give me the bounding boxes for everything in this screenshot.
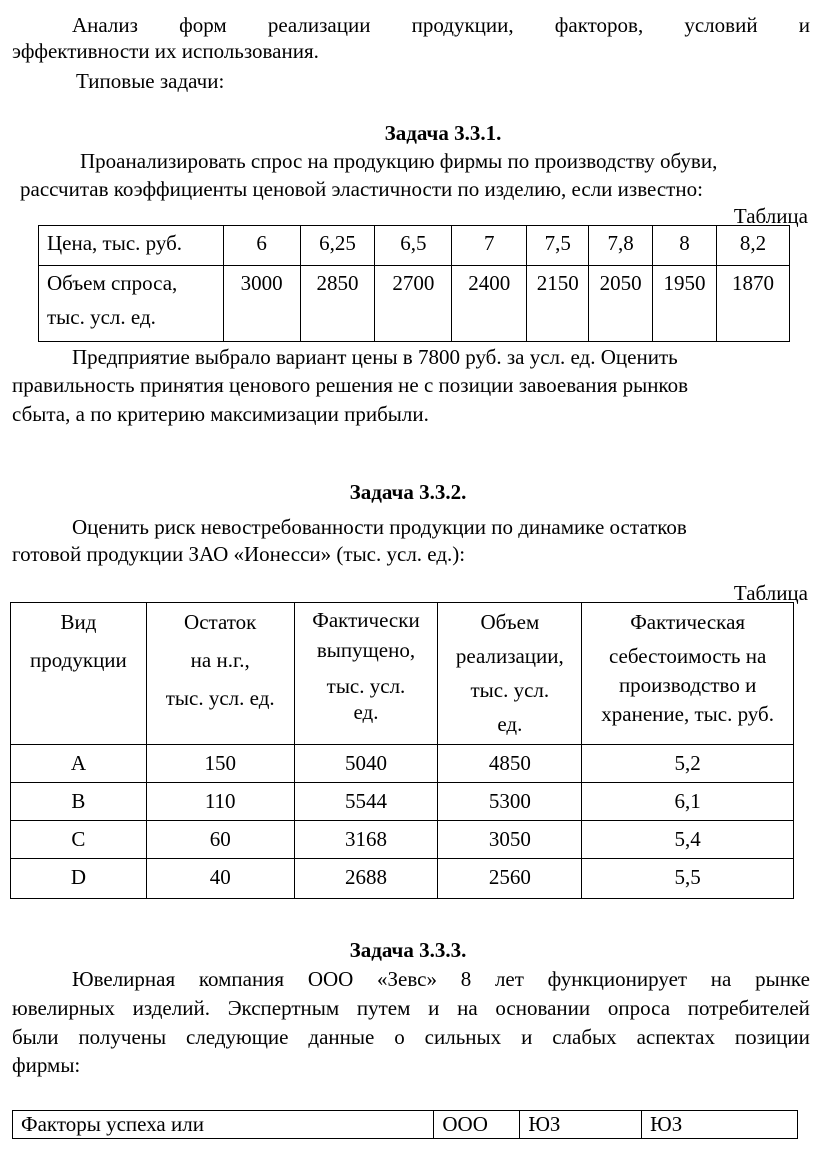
table-row bbox=[11, 859, 794, 899]
product-stock-table bbox=[10, 602, 794, 899]
price-cell: 6,5 bbox=[375, 226, 452, 266]
product-cell: C bbox=[11, 821, 147, 859]
price-cell: 8 bbox=[653, 226, 717, 266]
volume-cell: 2400 bbox=[452, 266, 527, 342]
task1-after-line-3: сбыта, а по критерию максимизации прибыли. bbox=[12, 402, 429, 426]
header-row bbox=[13, 1111, 798, 1139]
task1-after-line-2: правильность принятия ценового решения не с позиции завоевания рынков bbox=[12, 373, 688, 397]
stock-cell: 40 bbox=[146, 859, 294, 899]
price-label: Цена, тыс. руб. bbox=[39, 226, 224, 266]
produced-cell: 5544 bbox=[294, 783, 438, 821]
task3-text-line-4: фирмы: bbox=[12, 1053, 81, 1077]
success-factors-table bbox=[12, 1110, 798, 1139]
stock-cell: 150 bbox=[146, 745, 294, 783]
produced-cell: 5040 bbox=[294, 745, 438, 783]
header-sales-volume: Объем реализации, тыс. усл. ед. bbox=[438, 603, 582, 745]
sales-cell: 3050 bbox=[438, 821, 582, 859]
product-cell: D bbox=[11, 859, 147, 899]
table-row bbox=[11, 783, 794, 821]
product-cell: B bbox=[11, 783, 147, 821]
task1-table-caption: Таблица bbox=[733, 204, 808, 228]
volume-cell: 3000 bbox=[223, 266, 300, 342]
intro-line-2: эффективности их использования. bbox=[12, 39, 319, 63]
sales-cell: 2560 bbox=[438, 859, 582, 899]
sales-cell: 5300 bbox=[438, 783, 582, 821]
sales-cell: 4850 bbox=[438, 745, 582, 783]
header-product-type: Вид продукции bbox=[11, 603, 147, 745]
price-cell: 7,5 bbox=[527, 226, 589, 266]
price-cell: 6 bbox=[223, 226, 300, 266]
task3-text-line-1: Ювелирная компания ООО «Зевс» 8 лет функционирует на рынке bbox=[72, 967, 810, 991]
task-3-3-1-title: Задача 3.3.1. bbox=[384, 121, 502, 145]
price-cell: 6,25 bbox=[300, 226, 375, 266]
task1-after-line-1: Предприятие выбрало вариант цены в 7800 руб. за усл. ед. Оценить bbox=[72, 345, 678, 369]
cost-cell: 5,2 bbox=[582, 745, 794, 783]
task2-table-caption: Таблица bbox=[733, 581, 808, 605]
table-row bbox=[11, 821, 794, 859]
header-actual-cost: Фактическая себестоимость на производство и хранение, тыс. руб. bbox=[582, 603, 794, 745]
task3-text-line-3: были получены следующие данные о сильных и слабых аспектах позиции bbox=[12, 1025, 810, 1049]
produced-cell: 2688 bbox=[294, 859, 438, 899]
header-ooo: ООО bbox=[434, 1111, 520, 1139]
task1-text-line-2: рассчитав коэффициенты ценовой эластичности по изделию, если известно: bbox=[20, 177, 703, 201]
price-cell: 7,8 bbox=[589, 226, 653, 266]
volume-cell: 2850 bbox=[300, 266, 375, 342]
volume-label: Объем спроса, тыс. усл. ед. bbox=[39, 266, 224, 342]
header-yuz-2: ЮЗ bbox=[642, 1111, 798, 1139]
header-success-factors: Факторы успеха или bbox=[13, 1111, 434, 1139]
stock-cell: 110 bbox=[146, 783, 294, 821]
cost-cell: 5,4 bbox=[582, 821, 794, 859]
cost-cell: 6,1 bbox=[582, 783, 794, 821]
intro-line-1: Анализ форм реализации продукции, факторов, условий и bbox=[72, 13, 810, 37]
price-cell: 7 bbox=[452, 226, 527, 266]
task2-text-line-2: готовой продукции ЗАО «Ионесси» (тыс. усл. ед.): bbox=[12, 542, 466, 566]
task2-text-line-1: Оценить риск невостребованности продукции по динамике остатков bbox=[72, 515, 687, 539]
header-row bbox=[11, 603, 794, 745]
typical-tasks-heading: Типовые задачи: bbox=[76, 69, 225, 93]
product-cell: A bbox=[11, 745, 147, 783]
header-yuz-1: ЮЗ bbox=[520, 1111, 642, 1139]
header-actually-produced: Фактически выпущено, тыс. усл. ед. bbox=[294, 603, 438, 745]
volume-cell: 2150 bbox=[527, 266, 589, 342]
volume-cell: 1870 bbox=[717, 266, 790, 342]
task1-text-line-1: Проанализировать спрос на продукцию фирмы по производству обуви, bbox=[80, 149, 718, 173]
table-row bbox=[11, 745, 794, 783]
cost-cell: 5,5 bbox=[582, 859, 794, 899]
volume-cell: 1950 bbox=[653, 266, 717, 342]
volume-cell: 2050 bbox=[589, 266, 653, 342]
price-demand-table bbox=[38, 225, 790, 342]
price-row bbox=[39, 226, 790, 266]
task3-text-line-2: ювелирных изделий. Экспертным путем и на основании опроса потребителей bbox=[12, 996, 810, 1020]
volume-row bbox=[39, 266, 790, 342]
header-opening-stock: Остаток на н.г., тыс. усл. ед. bbox=[146, 603, 294, 745]
volume-cell: 2700 bbox=[375, 266, 452, 342]
task-3-3-2-title: Задача 3.3.2. bbox=[349, 480, 467, 504]
stock-cell: 60 bbox=[146, 821, 294, 859]
price-cell: 8,2 bbox=[717, 226, 790, 266]
task-3-3-3-title: Задача 3.3.3. bbox=[349, 938, 467, 962]
produced-cell: 3168 bbox=[294, 821, 438, 859]
